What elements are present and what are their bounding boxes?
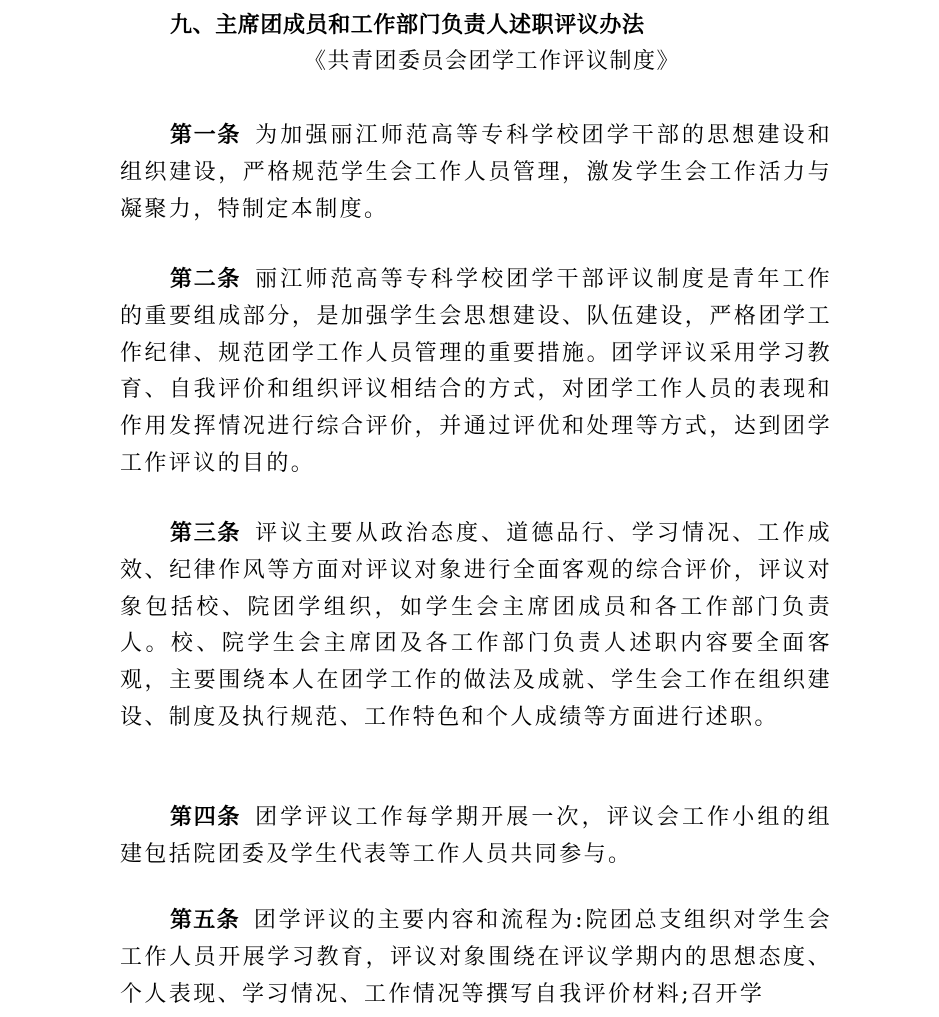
- article-text: 丽江师范高等专科学校团学干部评议制度是青年工作的重要组成部分，是加强学生会思想建设、队伍建设，严格团学工作纪律、规范团学工作人员管理的重要措施。团学评议采用学习教育、自我评价和组织评议相结合的方式，对团学工作人员的表现和作用发挥情况进行综合评价，并通过评优和处理等方式，达到团学工作评议的目的。: [120, 267, 832, 476]
- article-4: [120, 800, 832, 874]
- section-heading: 九、主席团成员和工作部门负责人述职评议办法: [170, 13, 645, 38]
- article-5: [120, 903, 832, 1013]
- article-label: 第三条: [170, 521, 242, 546]
- article-text: 团学评议工作每学期开展一次，评议会工作小组的组建包括院团委及学生代表等工作人员共同参与。: [120, 805, 832, 867]
- article-text: 评议主要从政治态度、道德品行、学习情况、工作成效、纪律作风等方面对评议对象进行全面客观的综合评价，评议对象包括校、院团学组织，如学生会主席团成员和各工作部门负责人。校、院学生会主席团及各工作部门负责人述职内容要全面客观，主要围绕本人在团学工作的做法及成就、学生会工作在组织建设、制度及执行规范、工作特色和个人成绩等方面进行述职。: [120, 521, 832, 730]
- document-subtitle: 《共青团委员会团学工作评议制度》: [304, 49, 681, 74]
- article-text: 团学评议的主要内容和流程为:院团总支组织对学生会工作人员开展学习教育，评议对象围绕在评议学期内的思想态度、个人表现、学习情况、工作情况等撰写自我评价材料;召开学: [120, 908, 832, 1007]
- article-label: 第一条: [170, 123, 242, 148]
- article-2: [120, 262, 832, 483]
- article-label: 第四条: [170, 805, 242, 830]
- article-1: [120, 118, 832, 228]
- article-text: 为加强丽江师范高等专科学校团学干部的思想建设和组织建设，严格规范学生会工作人员管理，激发学生会工作活力与凝聚力，特制定本制度。: [120, 123, 832, 222]
- article-label: 第二条: [170, 267, 242, 292]
- article-3: [120, 516, 832, 737]
- article-label: 第五条: [170, 908, 240, 933]
